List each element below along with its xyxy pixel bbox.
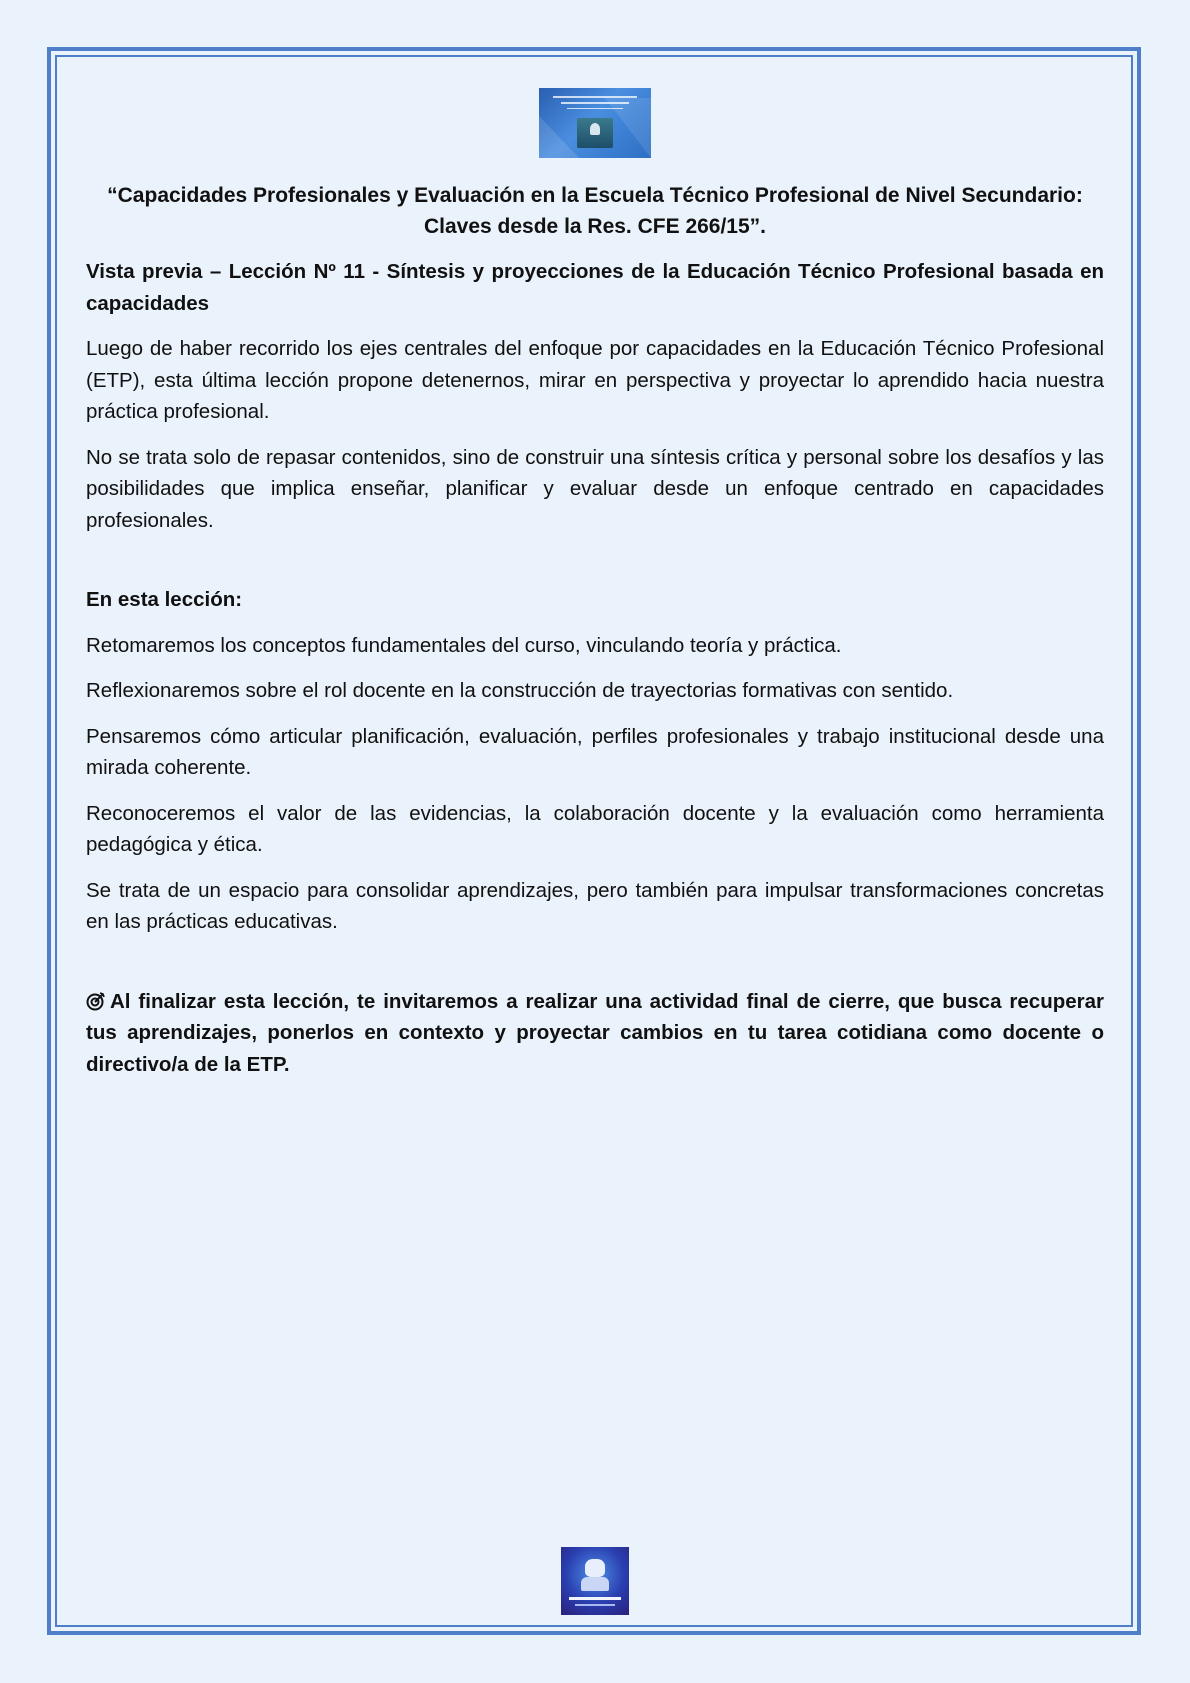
document-title: “Capacidades Profesionales y Evaluación en la Escuela Técnico Profesional de Nivel Secundario: Claves desde la Res. CFE 266/15”. [107, 184, 1083, 238]
spacer [86, 550, 1104, 584]
spacer [86, 952, 1104, 986]
section-item-3: Pensaremos cómo articular planificación, evaluación, perfiles profesionales y trabajo institucional desde una mirada coherente. [86, 724, 1104, 779]
course-banner-logo [539, 88, 651, 158]
intro-paragraph-2: No se trata solo de repasar contenidos, sino de construir una síntesis crítica y personal sobre los desafíos y las posibilidades que implica enseñar, planificar y evaluar desde un enfoque centrado en capacidades profesionales. [86, 445, 1104, 532]
footer-logo [561, 1547, 629, 1615]
section-item-5: Se trata de un espacio para consolidar aprendizajes, pero también para impulsar transformaciones concretas en las prácticas educativas. [86, 878, 1104, 933]
document-body [86, 88, 1104, 1094]
closing-paragraph [86, 986, 1104, 1081]
section-item-4: Reconoceremos el valor de las evidencias, la colaboración docente y la evaluación como herramienta pedagógica y ética. [86, 801, 1104, 856]
closing-text: Al finalizar esta lección, te invitaremos a realizar una actividad final de cierre, que busca recuperar tus aprendizajes, ponerlos en contexto y proyectar cambios en tu tarea cotidiana como docente o directivo/a de la ETP. [86, 989, 1104, 1076]
section-heading: En esta lección: [86, 588, 243, 611]
intro-paragraph-1: Luego de haber recorrido los ejes centrales del enfoque por capacidades en la Educación Técnico Profesional (ETP), esta última lección propone detenernos, mirar en perspectiva y proyectar lo aprendido hacia nuestra práctica profesional. [86, 337, 1104, 423]
lesson-heading: Vista previa – Lección Nº 11 - Síntesis y proyecciones de la Educación Técnico Profesional basada en capacidades [86, 260, 1104, 315]
target-icon [86, 991, 106, 1011]
section-item-2: Reflexionaremos sobre el rol docente en la construcción de trayectorias formativas con sentido. [86, 679, 954, 702]
section-item-1: Retomaremos los conceptos fundamentales del curso, vinculando teoría y práctica. [86, 633, 842, 657]
